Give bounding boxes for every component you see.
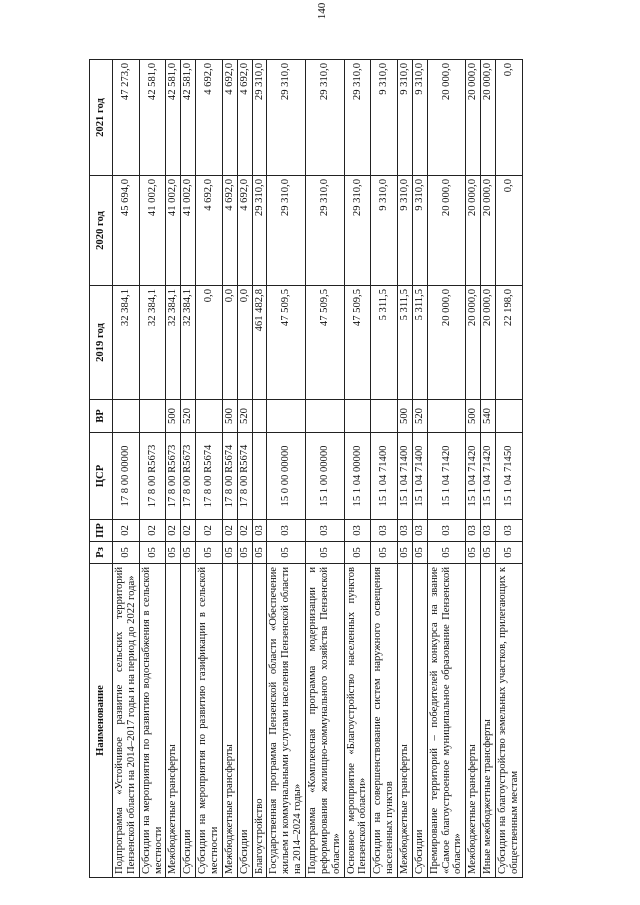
row-pr-cell: 03 bbox=[398, 520, 413, 542]
row-rz-cell: 05 bbox=[267, 542, 306, 564]
row-name-cell: Межбюджетные трансферты bbox=[166, 564, 181, 878]
row-csr-cell: 17 8 00 R5674 bbox=[237, 433, 252, 520]
row-2019-cell: 22 198,0 bbox=[496, 286, 523, 400]
row-pr-cell: 03 bbox=[481, 520, 496, 542]
row-vr-cell bbox=[306, 400, 345, 433]
row-2019-cell: 5 311,5 bbox=[371, 286, 398, 400]
row-2020-cell: 4 692,0 bbox=[196, 176, 223, 286]
row-2021-cell: 0,0 bbox=[496, 60, 523, 176]
budget-table-frame bbox=[89, 60, 576, 878]
row-2019-cell: 0,0 bbox=[222, 286, 237, 400]
table-row bbox=[344, 60, 371, 878]
row-pr-cell: 02 bbox=[181, 520, 196, 542]
row-csr-cell: 17 8 00 R5674 bbox=[222, 433, 237, 520]
row-name-cell: Субсидии на совершенствование систем наружного освещения населенных пунктов bbox=[371, 564, 398, 878]
row-2021-cell: 20 000,0 bbox=[466, 60, 481, 176]
row-pr-cell: 03 bbox=[427, 520, 466, 542]
row-csr-cell: 15 1 04 71400 bbox=[371, 433, 398, 520]
row-vr-cell bbox=[139, 400, 166, 433]
row-csr-cell: 17 8 00 R5673 bbox=[166, 433, 181, 520]
row-2021-cell: 42 581,0 bbox=[166, 60, 181, 176]
table-row bbox=[306, 60, 345, 878]
row-2021-cell: 4 692,0 bbox=[222, 60, 237, 176]
row-2019-cell: 0,0 bbox=[237, 286, 252, 400]
row-2021-cell: 29 310,0 bbox=[306, 60, 345, 176]
row-vr-cell: 520 bbox=[412, 400, 427, 433]
row-csr-cell: 17 8 00 R5674 bbox=[196, 433, 223, 520]
row-name-cell: Благоустройство bbox=[252, 564, 267, 878]
row-pr-cell: 03 bbox=[267, 520, 306, 542]
row-2020-cell: 20 000,0 bbox=[427, 176, 466, 286]
row-2020-cell: 29 310,0 bbox=[252, 176, 267, 286]
table-row bbox=[139, 60, 166, 878]
table-row bbox=[427, 60, 466, 878]
row-rz-cell: 05 bbox=[237, 542, 252, 564]
page-number bbox=[302, 2, 342, 20]
row-2020-cell: 4 692,0 bbox=[237, 176, 252, 286]
row-csr-cell: 17 8 00 R5673 bbox=[181, 433, 196, 520]
row-vr-cell bbox=[344, 400, 371, 433]
row-pr-cell: 02 bbox=[222, 520, 237, 542]
header-2020: 2020 год bbox=[90, 176, 113, 286]
row-2020-cell: 29 310,0 bbox=[306, 176, 345, 286]
row-pr-cell: 03 bbox=[371, 520, 398, 542]
row-csr-cell: 15 1 04 71450 bbox=[496, 433, 523, 520]
row-csr-cell bbox=[252, 433, 267, 520]
header-name: Наименование bbox=[90, 564, 113, 878]
row-csr-cell: 15 1 04 71420 bbox=[427, 433, 466, 520]
row-rz-cell: 05 bbox=[306, 542, 345, 564]
row-csr-cell: 15 1 00 00000 bbox=[306, 433, 345, 520]
row-2021-cell: 9 310,0 bbox=[398, 60, 413, 176]
row-pr-cell: 03 bbox=[496, 520, 523, 542]
row-2020-cell: 41 002,0 bbox=[181, 176, 196, 286]
row-2019-cell: 0,0 bbox=[196, 286, 223, 400]
row-2021-cell: 9 310,0 bbox=[371, 60, 398, 176]
row-name-cell: Субсидии bbox=[412, 564, 427, 878]
row-2019-cell: 32 384,1 bbox=[139, 286, 166, 400]
page-number-text: 140 bbox=[316, 2, 328, 20]
row-vr-cell bbox=[371, 400, 398, 433]
row-2020-cell: 20 000,0 bbox=[466, 176, 481, 286]
row-2019-cell: 461 482,8 bbox=[252, 286, 267, 400]
row-2019-cell: 32 384,1 bbox=[181, 286, 196, 400]
rotated-content bbox=[89, 60, 576, 878]
row-2020-cell: 20 000,0 bbox=[481, 176, 496, 286]
table-row bbox=[398, 60, 413, 878]
row-vr-cell: 500 bbox=[166, 400, 181, 433]
row-name-cell: Иные межбюджетные трансферты bbox=[481, 564, 496, 878]
row-vr-cell: 500 bbox=[222, 400, 237, 433]
row-name-cell: Межбюджетные трансферты bbox=[466, 564, 481, 878]
row-name-cell: Межбюджетные трансферты bbox=[222, 564, 237, 878]
row-csr-cell: 17 8 00 R5673 bbox=[139, 433, 166, 520]
row-name-cell: Основное мероприятие «Благоустройство населенных пунктов Пензенской области» bbox=[344, 564, 371, 878]
row-csr-cell: 15 1 04 71400 bbox=[398, 433, 413, 520]
row-2020-cell: 0,0 bbox=[496, 176, 523, 286]
header-pr: ПР bbox=[90, 520, 113, 542]
row-vr-cell bbox=[267, 400, 306, 433]
row-vr-cell bbox=[427, 400, 466, 433]
table-row bbox=[412, 60, 427, 878]
budget-table bbox=[89, 59, 523, 878]
row-vr-cell: 520 bbox=[237, 400, 252, 433]
row-vr-cell: 520 bbox=[181, 400, 196, 433]
row-2021-cell: 42 581,0 bbox=[139, 60, 166, 176]
row-pr-cell: 02 bbox=[113, 520, 140, 542]
row-2020-cell: 29 310,0 bbox=[267, 176, 306, 286]
row-2021-cell: 20 000,0 bbox=[481, 60, 496, 176]
row-2020-cell: 41 002,0 bbox=[166, 176, 181, 286]
row-rz-cell: 05 bbox=[427, 542, 466, 564]
row-pr-cell: 02 bbox=[139, 520, 166, 542]
row-name-cell: Подпрограмма «Комплексная программа модернизации и реформирования жилищно-коммунального хозяйства Пензенской области» bbox=[306, 564, 345, 878]
row-name-cell: Субсидии bbox=[237, 564, 252, 878]
row-csr-cell: 15 1 04 71420 bbox=[466, 433, 481, 520]
row-vr-cell: 500 bbox=[466, 400, 481, 433]
row-2021-cell: 9 310,0 bbox=[412, 60, 427, 176]
table-row bbox=[113, 60, 140, 878]
row-2020-cell: 4 692,0 bbox=[222, 176, 237, 286]
row-rz-cell: 05 bbox=[496, 542, 523, 564]
row-name-cell: Подпрограмма «Устойчивое развитие сельских территорий Пензенской области на 2014–2017 годы и на период до 2022 года» bbox=[113, 564, 140, 878]
row-2021-cell: 42 581,0 bbox=[181, 60, 196, 176]
row-2019-cell: 32 384,1 bbox=[166, 286, 181, 400]
row-2019-cell: 20 000,0 bbox=[466, 286, 481, 400]
row-rz-cell: 05 bbox=[412, 542, 427, 564]
row-rz-cell: 05 bbox=[398, 542, 413, 564]
table-row bbox=[252, 60, 267, 878]
row-rz-cell: 05 bbox=[252, 542, 267, 564]
row-rz-cell: 05 bbox=[371, 542, 398, 564]
row-2021-cell: 29 310,0 bbox=[344, 60, 371, 176]
row-name-cell: Межбюджетные трансферты bbox=[398, 564, 413, 878]
row-name-cell: Премирование территорий – победителей конкурса на звание «Самое благоустроенное муниципальное образование Пензенской области» bbox=[427, 564, 466, 878]
row-2021-cell: 20 000,0 bbox=[427, 60, 466, 176]
row-rz-cell: 05 bbox=[466, 542, 481, 564]
row-vr-cell bbox=[196, 400, 223, 433]
header-2019: 2019 год bbox=[90, 286, 113, 400]
header-vr: ВР bbox=[90, 400, 113, 433]
row-pr-cell: 02 bbox=[166, 520, 181, 542]
row-pr-cell: 02 bbox=[237, 520, 252, 542]
row-pr-cell: 02 bbox=[196, 520, 223, 542]
row-pr-cell: 03 bbox=[466, 520, 481, 542]
row-2020-cell: 9 310,0 bbox=[371, 176, 398, 286]
row-2021-cell: 29 310,0 bbox=[267, 60, 306, 176]
header-csr: ЦСР bbox=[90, 433, 113, 520]
row-vr-cell bbox=[113, 400, 140, 433]
row-rz-cell: 05 bbox=[113, 542, 140, 564]
row-rz-cell: 05 bbox=[481, 542, 496, 564]
row-2019-cell: 5 311,5 bbox=[398, 286, 413, 400]
row-2021-cell: 29 310,0 bbox=[252, 60, 267, 176]
table-row bbox=[481, 60, 496, 878]
row-csr-cell: 15 1 04 71400 bbox=[412, 433, 427, 520]
row-rz-cell: 05 bbox=[222, 542, 237, 564]
header-2021: 2021 год bbox=[90, 60, 113, 176]
row-2020-cell: 9 310,0 bbox=[412, 176, 427, 286]
row-2021-cell: 4 692,0 bbox=[196, 60, 223, 176]
row-pr-cell: 03 bbox=[252, 520, 267, 542]
row-name-cell: Субсидии bbox=[181, 564, 196, 878]
row-name-cell: Государственная программа Пензенской области «Обеспечение жильем и коммунальными услугами населения Пензенской области на 2014–2024 годы» bbox=[267, 564, 306, 878]
row-vr-cell bbox=[252, 400, 267, 433]
row-vr-cell: 540 bbox=[481, 400, 496, 433]
row-csr-cell: 15 1 04 71420 bbox=[481, 433, 496, 520]
row-pr-cell: 03 bbox=[344, 520, 371, 542]
row-2021-cell: 47 273,0 bbox=[113, 60, 140, 176]
table-row bbox=[166, 60, 181, 878]
row-2019-cell: 47 509,5 bbox=[344, 286, 371, 400]
row-pr-cell: 03 bbox=[306, 520, 345, 542]
row-rz-cell: 05 bbox=[196, 542, 223, 564]
table-row bbox=[371, 60, 398, 878]
row-2019-cell: 20 000,0 bbox=[427, 286, 466, 400]
table-row bbox=[267, 60, 306, 878]
row-2019-cell: 20 000,0 bbox=[481, 286, 496, 400]
row-csr-cell: 15 1 04 00000 bbox=[344, 433, 371, 520]
row-rz-cell: 05 bbox=[166, 542, 181, 564]
table-header-row bbox=[90, 60, 113, 878]
row-name-cell: Субсидии на благоустройство земельных участков, прилегающих к общественным местам bbox=[496, 564, 523, 878]
row-2019-cell: 5 311,5 bbox=[412, 286, 427, 400]
table-row bbox=[237, 60, 252, 878]
table-row bbox=[196, 60, 223, 878]
row-2020-cell: 41 002,0 bbox=[139, 176, 166, 286]
table-row bbox=[181, 60, 196, 878]
row-2021-cell: 4 692,0 bbox=[237, 60, 252, 176]
table-row bbox=[222, 60, 237, 878]
row-csr-cell: 15 0 00 00000 bbox=[267, 433, 306, 520]
row-csr-cell: 17 8 00 00000 bbox=[113, 433, 140, 520]
header-rz: Рз bbox=[90, 542, 113, 564]
row-2019-cell: 47 509,5 bbox=[306, 286, 345, 400]
row-vr-cell bbox=[496, 400, 523, 433]
row-2020-cell: 45 694,0 bbox=[113, 176, 140, 286]
row-rz-cell: 05 bbox=[181, 542, 196, 564]
row-rz-cell: 05 bbox=[139, 542, 166, 564]
row-pr-cell: 03 bbox=[412, 520, 427, 542]
row-2019-cell: 47 509,5 bbox=[267, 286, 306, 400]
row-2020-cell: 29 310,0 bbox=[344, 176, 371, 286]
table-row bbox=[466, 60, 481, 878]
table-body bbox=[113, 60, 523, 878]
row-name-cell: Субсидии на мероприятия по развитию газификации в сельской местности bbox=[196, 564, 223, 878]
row-name-cell: Субсидии на мероприятия по развитию водоснабжения в сельской местности bbox=[139, 564, 166, 878]
row-2019-cell: 32 384,1 bbox=[113, 286, 140, 400]
table-row bbox=[496, 60, 523, 878]
row-2020-cell: 9 310,0 bbox=[398, 176, 413, 286]
row-vr-cell: 500 bbox=[398, 400, 413, 433]
row-rz-cell: 05 bbox=[344, 542, 371, 564]
